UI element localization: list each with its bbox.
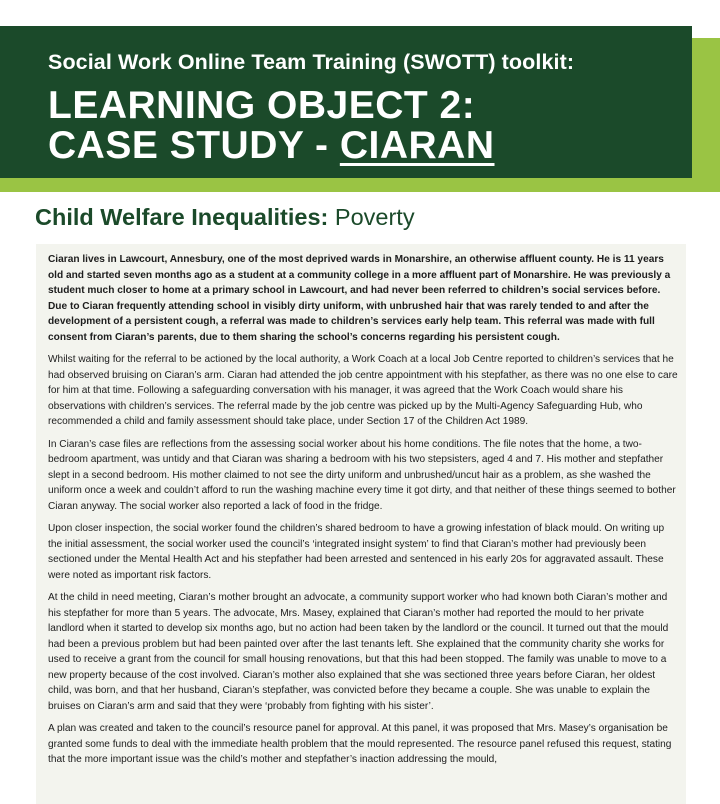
lead-paragraph: Ciaran lives in Lawcourt, Annesbury, one of the most deprived wards in Monarshire, an otherwise affluent county. He is 11 years old and started seven months ago as a student at a community college in a more affluent part of Monarshire. He was previously a student much closer to home at a primary school in Lawcourt, and had never been referred to children’s social services before. Due to Ciaran frequently attending school in visibly dirty uniform, with unbrushed hair that was rarely tended to and after the development of a persistent cough, a referral was made to children’s services early help team. This referral was made with full consent from Ciaran’s parents, due to them sharing the school’s concerns regarding his persistent cough. <box>48 254 671 343</box>
section-heading <box>35 204 415 231</box>
learning-object-title: LEARNING OBJECT 2: <box>48 84 476 127</box>
case-study-title <box>48 126 495 166</box>
accent-side-bar <box>690 38 720 192</box>
accent-bar <box>0 178 720 192</box>
case-study-name: CIARAN <box>339 124 495 167</box>
toolkit-title: Social Work Online Team Training (SWOTT) toolkit: <box>48 50 575 74</box>
paragraph-meeting: At the child in need meeting, Ciaran’s mother brought an advocate, a community support worker who had known both Ciaran’s mother and his stepfather for more than 5 years. The advocate, Mrs. Masey, explained that Ciaran’s mother had reported the mould to her private landlord when it started to develop six months ago, but no action had been taken by the landlord or the council. It turned out that the mould had been a previous problem but had been painted over after the last tenants left. She explained that the community charity she works for used to receive a grant from the council for small housing renovations, but that this had been stopped. The family was unable to move to a new property because of the cost involved. Ciaran’s mother also explained that she was sectioned three years before Ciaran, her oldest child, was born, and that her husband, Ciaran’s stepfather, was convicted before they became a couple. She was unable to explain the bruises on Ciaran’s arm and said that they were ‘probably from fighting with his sister’. <box>48 592 669 712</box>
section-heading-bold: Child Welfare Inequalities: <box>35 204 329 230</box>
case-study-prefix: CASE STUDY - <box>48 124 340 167</box>
section-heading-light: Poverty <box>328 204 415 230</box>
case-study-text <box>48 252 678 775</box>
paragraph-referral: Whilst waiting for the referral to be actioned by the local authority, a Work Coach at a local Job Centre reported to children’s services that he had observed bruising on Ciaran’s arm. Ciaran had attended the job centre appointment with his stepfather, as there was no one else to care for him at that time. Following a safeguarding conversation with his manager, it was agreed that the Work Coach would share his observations with children’s services. The referral made by the job centre was picked up by the Multi-Agency Safeguarding Hub, who recommended a child and family assessment should take place, under Section 17 of the Children Act 1989. <box>48 354 678 427</box>
paragraph-home-conditions: In Ciaran’s case files are reflections from the assessing social worker about his home conditions. The file notes that the home, a two-bedroom apartment, was untidy and that Ciaran was sharing a bedroom with his two stepsisters, aged 4 and 7. His mother and stepfather slept in a second bedroom. His mother claimed to not see the dirty uniform and unbrushed/uncut hair as a problem, as she washed the uniform once a week and couldn’t afford to run the washing machine every time it got dirty, and that neither of these things seemed to bother Ciaran anyway. The social worker also reported a lack of food in the fridge. <box>48 438 676 512</box>
paragraph-resource-panel: A plan was created and taken to the council’s resource panel for approval. At this panel, it was proposed that Mrs. Masey’s organisation be granted some funds to deal with the immediate health problem that the mould represented. The resource panel refused this request, stating that the more important issue was the child’s mother and stepfather’s inaction addressing the mould, <box>48 723 672 765</box>
paragraph-mould: Upon closer inspection, the social worker found the children’s shared bedroom to have a growing infestation of black mould. On writing up the initial assessment, the social worker used the council’s ‘integrated insight system’ to find that Ciaran’s mother had previously been sectioned under the Mental Health Act and his stepfather had been arrested and sentenced in his early 20s for aggravated assault. These were noted as important risk factors. <box>48 523 665 581</box>
